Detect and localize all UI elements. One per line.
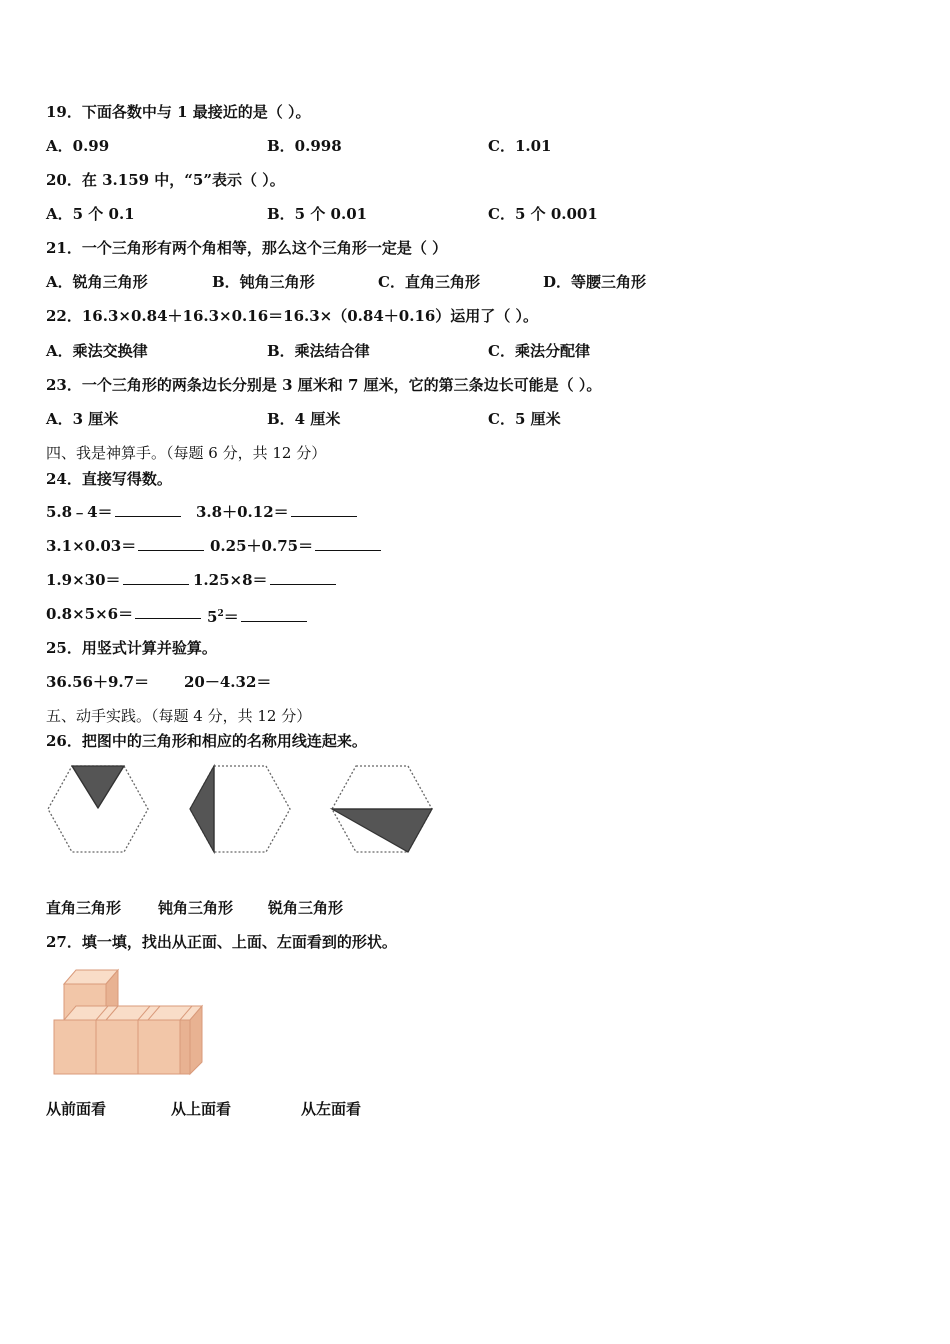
hexagon-figure-3 [330, 764, 434, 856]
right-triangle-shape [332, 809, 432, 852]
q23-option-c[interactable]: C．5 厘米 [488, 410, 561, 428]
q19-option-c[interactable]: C．1.01 [488, 137, 552, 155]
name-right-triangle[interactable]: 直角三角形 [46, 899, 122, 917]
answer-blank[interactable] [115, 503, 181, 517]
view-top: 从上面看 [171, 1100, 232, 1118]
q22-option-c[interactable]: C．乘法分配律 [488, 342, 590, 360]
q24-item-1: 5.8﹣4＝ [46, 502, 181, 522]
answer-blank[interactable] [291, 503, 357, 517]
section-5-title: 五、动手实践。（每题 4 分，共 12 分） [46, 707, 312, 725]
answer-blank[interactable] [123, 571, 189, 585]
q23-option-a[interactable]: A．3 厘米 [46, 410, 119, 428]
q21-stem: 21．一个三角形有两个角相等，那么这个三角形一定是（ ） [46, 239, 448, 257]
q19-stem: 19．下面各数中与 1 最接近的是（ ）。 [46, 103, 311, 121]
q21-option-d[interactable]: D．等腰三角形 [543, 273, 647, 291]
q19-option-a[interactable]: A．0.99 [46, 137, 110, 155]
q24-item-5: 1.9×30＝ [46, 570, 189, 590]
acute-triangle-shape [72, 766, 124, 808]
q20-stem: 20．在 3.159 中，“5”表示（ ）。 [46, 171, 285, 189]
answer-blank[interactable] [241, 608, 307, 622]
q21-option-a[interactable]: A．锐角三角形 [46, 273, 148, 291]
answer-blank[interactable] [270, 571, 336, 585]
q22-stem: 22．16.3×0.84＋16.3×0.16＝16.3×（0.84＋0.16）运用了（ ）。 [46, 307, 539, 325]
q25-stem: 25．用竖式计算并验算。 [46, 639, 217, 657]
answer-blank[interactable] [135, 605, 201, 619]
hexagon-figure-2 [188, 764, 292, 856]
q21-option-c[interactable]: C．直角三角形 [378, 273, 480, 291]
q20-option-a[interactable]: A．5 个 0.1 [46, 205, 135, 223]
hexagon-figure-1 [46, 764, 150, 856]
q21-option-b[interactable]: B．钝角三角形 [212, 273, 315, 291]
q22-option-a[interactable]: A．乘法交换律 [46, 342, 148, 360]
q19-option-b[interactable]: B．0.998 [267, 137, 342, 155]
section-4-title: 四、我是神算手。（每题 6 分，共 12 分） [46, 444, 327, 462]
q27-stem: 27．填一填，找出从正面、上面、左面看到的形状。 [46, 933, 397, 951]
q24-item-4: 0.25＋0.75＝ [210, 536, 381, 556]
q24-item-3: 3.1×0.03＝ [46, 536, 204, 556]
q20-option-c[interactable]: C．5 个 0.001 [488, 205, 598, 223]
q26-stem: 26．把图中的三角形和相应的名称用线连起来。 [46, 732, 367, 750]
q24-item-2: 3.8＋0.12＝ [196, 502, 357, 522]
q23-option-b[interactable]: B．4 厘米 [267, 410, 341, 428]
name-obtuse-triangle[interactable]: 钝角三角形 [158, 899, 234, 917]
q24-item-8: $5^2=$ [207, 604, 307, 627]
q20-option-b[interactable]: B．5 个 0.01 [267, 205, 368, 223]
q23-stem: 23．一个三角形的两条边长分别是 3 厘米和 7 厘米，它的第三条边长可能是（ ）。 [46, 376, 602, 394]
view-front: 从前面看 [46, 1100, 107, 1118]
cube-stack-figure [50, 968, 206, 1078]
q24-item-6: 1.25×8＝ [193, 570, 336, 590]
answer-blank[interactable] [315, 537, 381, 551]
answer-blank[interactable] [138, 537, 204, 551]
q22-option-b[interactable]: B．乘法结合律 [267, 342, 370, 360]
q25-item-2: 20－4.32＝ [184, 673, 272, 691]
q24-stem: 24．直接写得数。 [46, 470, 172, 488]
q25-item-1: 36.56＋9.7＝ [46, 673, 150, 691]
q24-item-7: 0.8×5×6＝ [46, 604, 201, 624]
view-left: 从左面看 [301, 1100, 362, 1118]
obtuse-triangle-shape [190, 766, 214, 852]
name-acute-triangle[interactable]: 锐角三角形 [268, 899, 344, 917]
